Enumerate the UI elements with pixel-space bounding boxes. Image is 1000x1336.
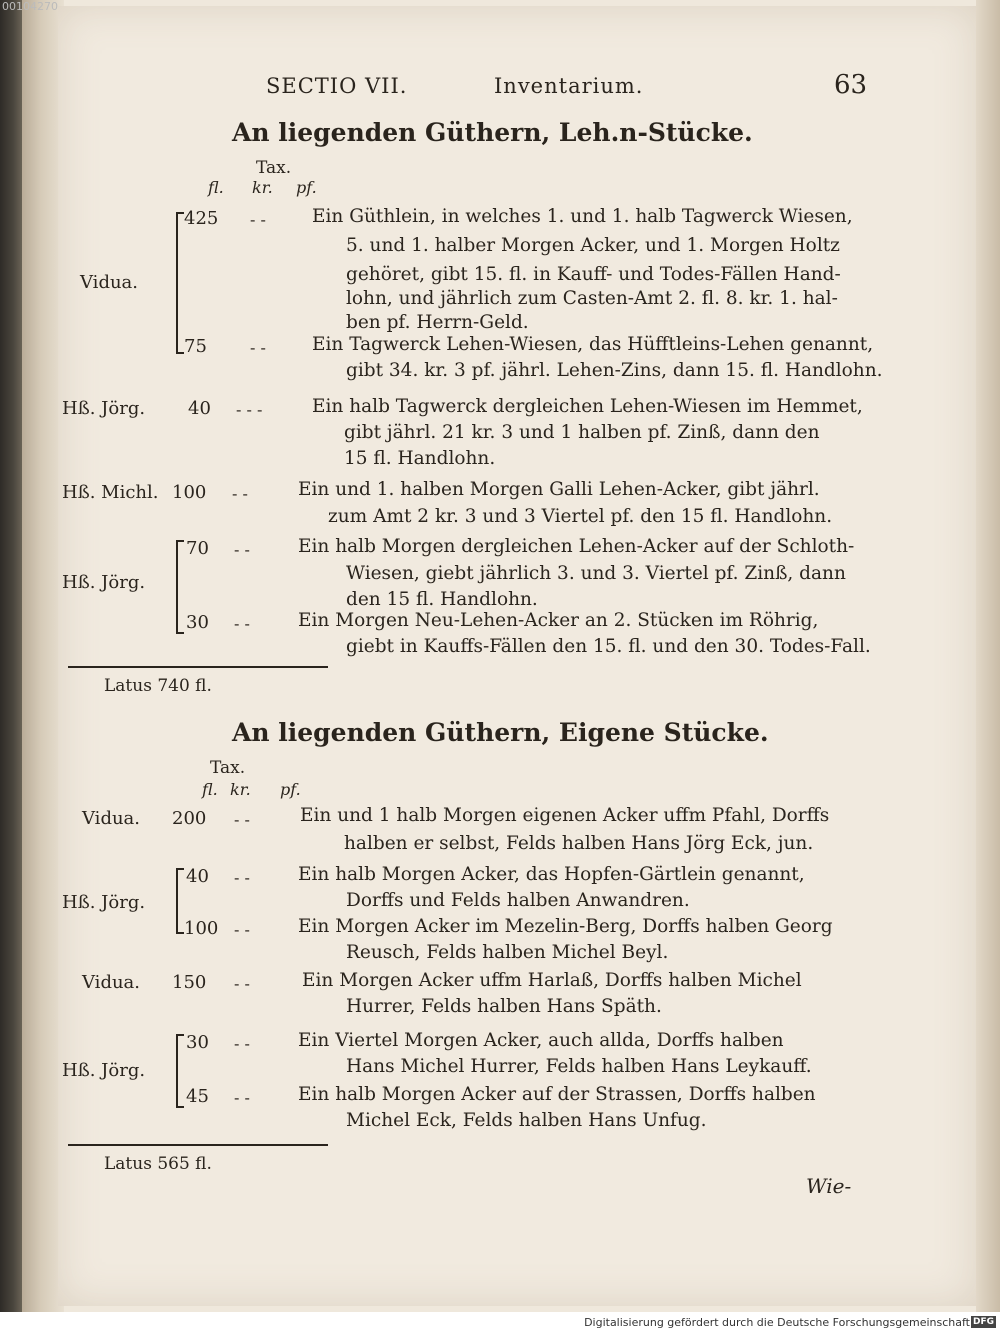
section1-col-pf: pf. bbox=[296, 178, 317, 197]
book-binding bbox=[0, 0, 22, 1336]
entry-line: 15 fl. Handlohn. bbox=[344, 448, 496, 469]
library-id: 00104270 bbox=[2, 0, 58, 13]
entry-line: Dorffs und Felds halben Anwandren. bbox=[346, 890, 690, 911]
amount: 40 bbox=[186, 866, 209, 887]
section1-col-fl: fl. bbox=[208, 178, 224, 197]
section2-col-kr: kr. bbox=[230, 780, 251, 799]
amount: 75 bbox=[184, 336, 207, 357]
dash-filler: - - bbox=[232, 484, 248, 503]
dash-filler: - - bbox=[234, 540, 250, 559]
amount: 30 bbox=[186, 612, 209, 633]
owner-label: Vidua. bbox=[80, 272, 139, 293]
dfg-logo: DFG bbox=[972, 1317, 994, 1327]
dash-filler: - - bbox=[234, 810, 250, 829]
section1-col-kr: kr. bbox=[252, 178, 273, 197]
entry-line: Ein und 1. halben Morgen Galli Lehen-Acker, gibt jährl. bbox=[298, 479, 820, 500]
entry-line: 5. und 1. halber Morgen Acker, und 1. Morgen Holtz bbox=[346, 235, 840, 256]
entry-line: lohn, und jährlich zum Casten-Amt 2. fl. 8. kr. 1. hal- bbox=[346, 288, 838, 309]
dash-filler: - - bbox=[234, 868, 250, 887]
subject-heading: Inventarium. bbox=[494, 74, 644, 98]
dash-filler: - - bbox=[250, 338, 266, 357]
amount: 200 bbox=[172, 808, 207, 829]
amount: 425 bbox=[184, 208, 219, 229]
entry-line: halben er selbst, Felds halben Hans Jörg Eck, jun. bbox=[344, 833, 814, 854]
entry-line: gehöret, gibt 15. fl. in Kauff- und Todes-Fällen Hand- bbox=[346, 264, 841, 285]
amount: 100 bbox=[184, 918, 219, 939]
entry-line: giebt in Kauffs-Fällen den 15. fl. und den 30. Todes-Fall. bbox=[346, 636, 871, 657]
brace-vidua bbox=[176, 212, 178, 354]
entry-line: ben pf. Herrn-Geld. bbox=[346, 312, 529, 333]
dash-filler: - - - bbox=[236, 400, 263, 419]
dash-filler: - - bbox=[234, 974, 250, 993]
amount: 100 bbox=[172, 482, 207, 503]
sum-rule bbox=[68, 666, 328, 668]
entry-line: Ein halb Tagwerck dergleichen Lehen-Wiesen im Hemmet, bbox=[312, 396, 863, 417]
dash-filler: - - bbox=[234, 1088, 250, 1107]
entry-line: Hurrer, Felds halben Hans Späth. bbox=[346, 996, 662, 1017]
brace-joerg bbox=[176, 1034, 178, 1108]
entry-line: Ein halb Morgen Acker auf der Strassen, Dorffs halben bbox=[298, 1084, 816, 1105]
entry-line: Ein Morgen Neu-Lehen-Acker an 2. Stücken im Röhrig, bbox=[298, 610, 819, 631]
entry-line: Ein Tagwerck Lehen-Wiesen, das Hüfftleins-Lehen genannt, bbox=[312, 334, 874, 355]
entry-line: Wiesen, giebt jährlich 3. und 3. Viertel pf. Zinß, dann bbox=[346, 563, 846, 584]
entry-line: Ein Morgen Acker im Mezelin-Berg, Dorffs halben Georg bbox=[298, 916, 833, 937]
entry-line: Ein Viertel Morgen Acker, auch allda, Dorffs halben bbox=[298, 1030, 784, 1051]
amount: 150 bbox=[172, 972, 207, 993]
entry-line: Ein halb Morgen Acker, das Hopfen-Gärtlein genannt, bbox=[298, 864, 805, 885]
page-edge bbox=[976, 0, 1000, 1336]
amount: 45 bbox=[186, 1086, 209, 1107]
owner-label: Hß. Jörg. bbox=[62, 1060, 146, 1081]
entry-line: Ein Güthlein, in welches 1. und 1. halb Tagwerck Wiesen, bbox=[312, 206, 853, 227]
brace-joerg bbox=[176, 868, 178, 934]
latus-2: Latus 565 fl. bbox=[104, 1154, 212, 1174]
owner-label: Hß. Jörg. bbox=[62, 572, 146, 593]
dash-filler: - - bbox=[234, 614, 250, 633]
page-number: 63 bbox=[834, 70, 868, 100]
entry-line: Michel Eck, Felds halben Hans Unfug. bbox=[346, 1110, 707, 1131]
section2-col-pf: pf. bbox=[280, 780, 301, 799]
section1-tax: Tax. bbox=[256, 158, 292, 178]
digitization-footer bbox=[0, 1312, 1000, 1336]
entry-line: Ein Morgen Acker uffm Harlaß, Dorffs halben Michel bbox=[302, 970, 802, 991]
brace-joerg bbox=[176, 540, 178, 634]
amount: 30 bbox=[186, 1032, 209, 1053]
owner-label: Hß. Jörg. bbox=[62, 398, 146, 419]
entry-line: Ein halb Morgen dergleichen Lehen-Acker auf der Schloth- bbox=[298, 536, 855, 557]
entry-line: gibt 34. kr. 3 pf. jährl. Lehen-Zins, dann 15. fl. Handlohn. bbox=[346, 360, 883, 381]
owner-label: Hß. Michl. bbox=[62, 482, 159, 503]
entry-line: Hans Michel Hurrer, Felds halben Hans Leykauff. bbox=[346, 1056, 812, 1077]
amount: 40 bbox=[188, 398, 211, 419]
latus-1: Latus 740 fl. bbox=[104, 676, 212, 696]
sum-rule bbox=[68, 1144, 328, 1146]
entry-line: Ein und 1 halb Morgen eigenen Acker uffm Pfahl, Dorffs bbox=[300, 805, 830, 826]
dash-filler: - - bbox=[234, 920, 250, 939]
footer-credit: Digitalisierung gefördert durch die Deutsche Forschungsgemeinschaft bbox=[584, 1316, 970, 1329]
dash-filler: - - bbox=[234, 1034, 250, 1053]
section2-tax: Tax. bbox=[210, 758, 246, 778]
section2-title: An liegenden Güthern, Eigene Stücke. bbox=[232, 718, 769, 747]
owner-label: Vidua. bbox=[82, 808, 141, 829]
catchword: Wie- bbox=[806, 1174, 852, 1198]
owner-label: Vidua. bbox=[82, 972, 141, 993]
amount: 70 bbox=[186, 538, 209, 559]
entry-line: Reusch, Felds halben Michel Beyl. bbox=[346, 942, 669, 963]
section-heading: SECTIO VII. bbox=[266, 74, 408, 98]
dash-filler: - - bbox=[250, 210, 266, 229]
entry-line: zum Amt 2 kr. 3 und 3 Viertel pf. den 15 fl. Handlohn. bbox=[328, 506, 833, 527]
section1-title: An liegenden Güthern, Leh.n-Stücke. bbox=[232, 118, 753, 147]
entry-line: den 15 fl. Handlohn. bbox=[346, 589, 538, 610]
entry-line: gibt jährl. 21 kr. 3 und 1 halben pf. Zinß, dann den bbox=[344, 422, 820, 443]
section2-col-fl: fl. bbox=[202, 780, 218, 799]
owner-label: Hß. Jörg. bbox=[62, 892, 146, 913]
